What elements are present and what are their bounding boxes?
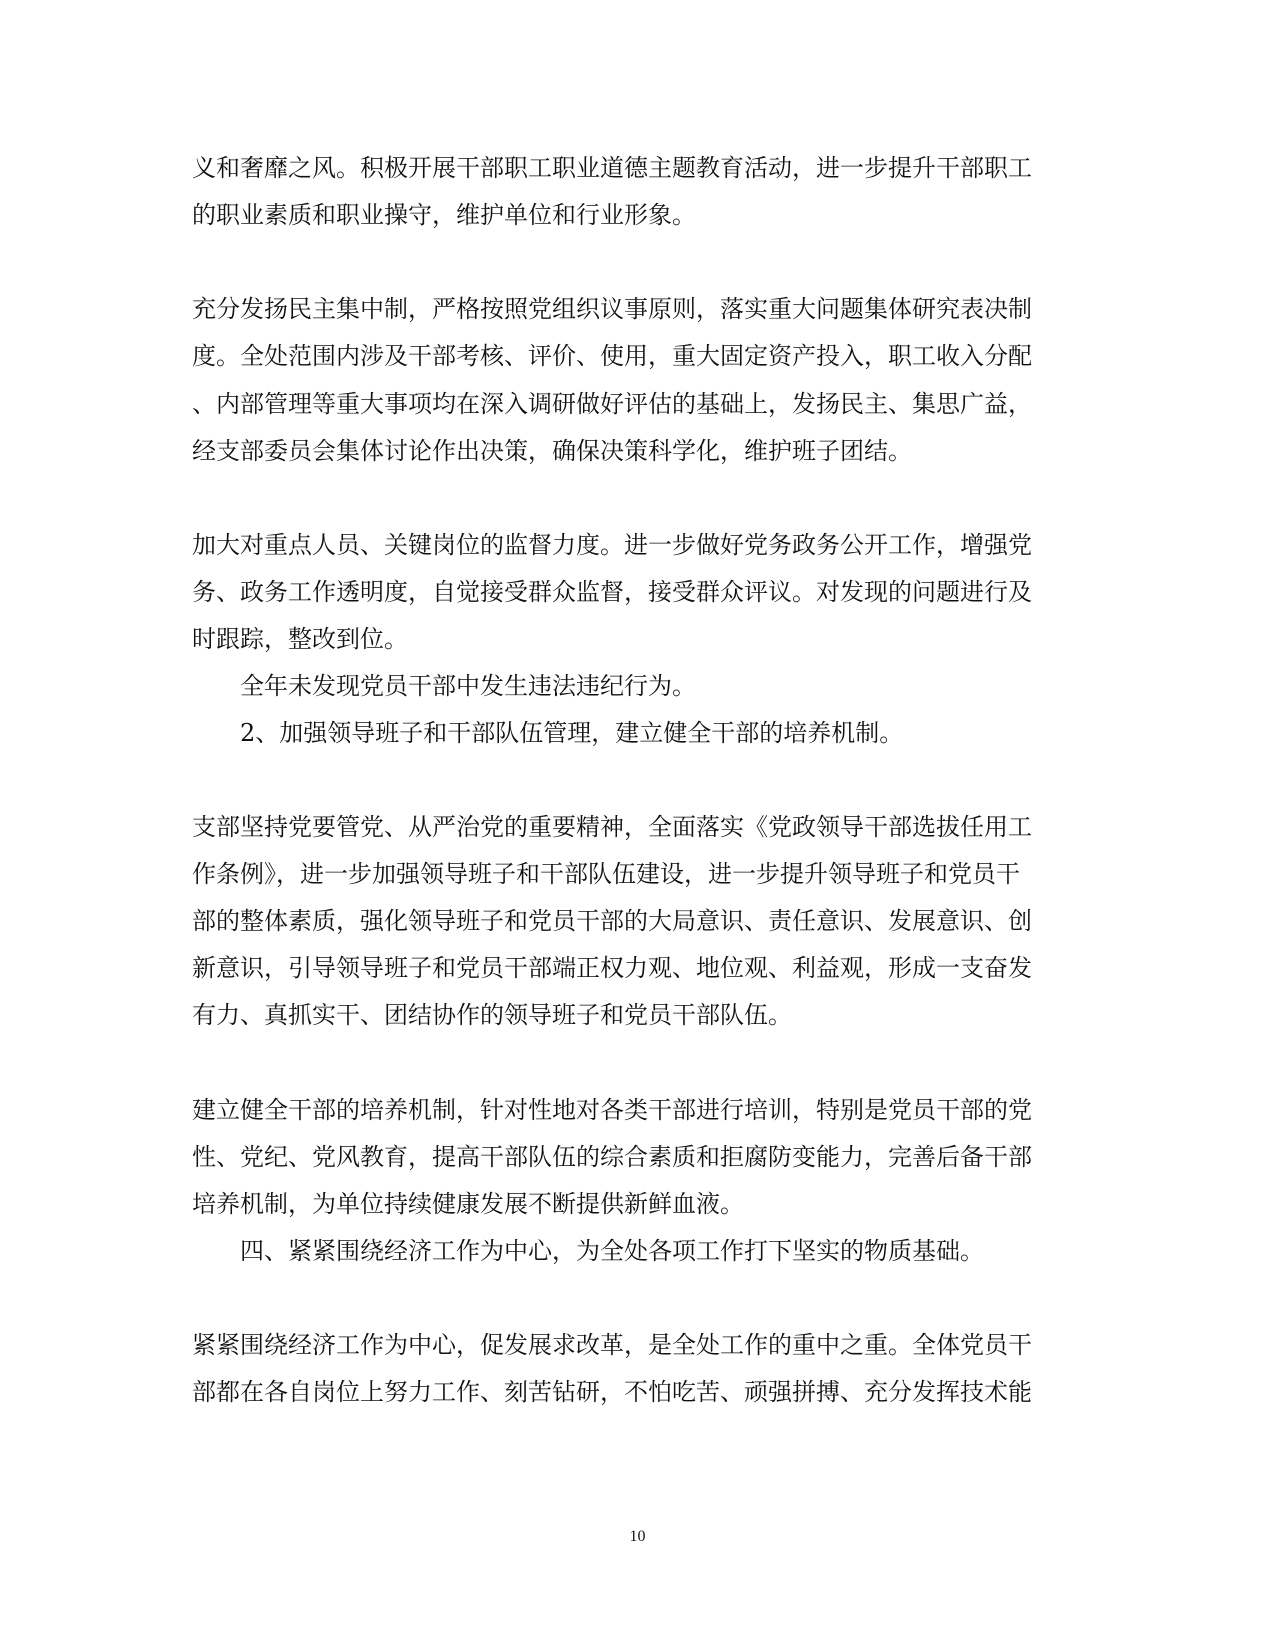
text-line: 部都在各自岗位上努力工作、刻苦钻研，不怕吃苦、顽强拼搏、充分发挥技术能 — [192, 1378, 1032, 1406]
text-line: 建立健全干部的培养机制，针对性地对各类干部进行培训，特别是党员干部的党 — [192, 1096, 1032, 1124]
text-line: 的职业素质和职业操守，维护单位和行业形象。 — [192, 201, 696, 229]
text-line: 部的整体素质，强化领导班子和党员干部的大局意识、责任意识、发展意识、创 — [192, 907, 1032, 935]
text-line: 时跟踪，整改到位。 — [192, 625, 408, 653]
text-line: 加大对重点人员、关键岗位的监督力度。进一步做好党务政务公开工作，增强党 — [192, 531, 1032, 559]
text-line: 新意识，引导领导班子和党员干部端正权力观、地位观、利益观，形成一支奋发 — [192, 954, 1032, 982]
text-line: 全年未发现党员干部中发生违法违纪行为。 — [240, 672, 696, 700]
text-line: 义和奢靡之风。积极开展干部职工职业道德主题教育活动，进一步提升干部职工 — [192, 154, 1032, 182]
text-line: 度。全处范围内涉及干部考核、评价、使用，重大固定资产投入，职工收入分配 — [192, 342, 1032, 370]
text-line: 2、加强领导班子和干部队伍管理，建立健全干部的培养机制。 — [240, 719, 904, 747]
page-number: 10 — [629, 1528, 646, 1545]
text-line: 务、政务工作透明度，自觉接受群众监督，接受群众评议。对发现的问题进行及 — [192, 578, 1032, 606]
text-line: 有力、真抓实干、团结协作的领导班子和党员干部队伍。 — [192, 1001, 792, 1029]
text-line: 充分发扬民主集中制，严格按照党组织议事原则，落实重大问题集体研究表决制 — [192, 295, 1032, 323]
text-line: 经支部委员会集体讨论作出决策，确保决策科学化，维护班子团结。 — [192, 437, 912, 465]
text-line: 培养机制，为单位持续健康发展不断提供新鲜血液。 — [192, 1190, 744, 1218]
text-line: 、内部管理等重大事项均在深入调研做好评估的基础上，发扬民主、集思广益， — [192, 390, 1032, 418]
text-line: 性、党纪、党风教育，提高干部队伍的综合素质和拒腐防变能力，完善后备干部 — [192, 1143, 1032, 1171]
text-line: 支部坚持党要管党、从严治党的重要精神，全面落实《党政领导干部选拔任用工 — [192, 813, 1032, 841]
text-line: 紧紧围绕经济工作为中心，促发展求改革，是全处工作的重中之重。全体党员干 — [192, 1331, 1032, 1359]
text-line: 作条例》，进一步加强领导班子和干部队伍建设，进一步提升领导班子和党员干 — [192, 860, 1020, 888]
text-line: 四、紧紧围绕经济工作为中心，为全处各项工作打下坚实的物质基础。 — [240, 1237, 984, 1265]
